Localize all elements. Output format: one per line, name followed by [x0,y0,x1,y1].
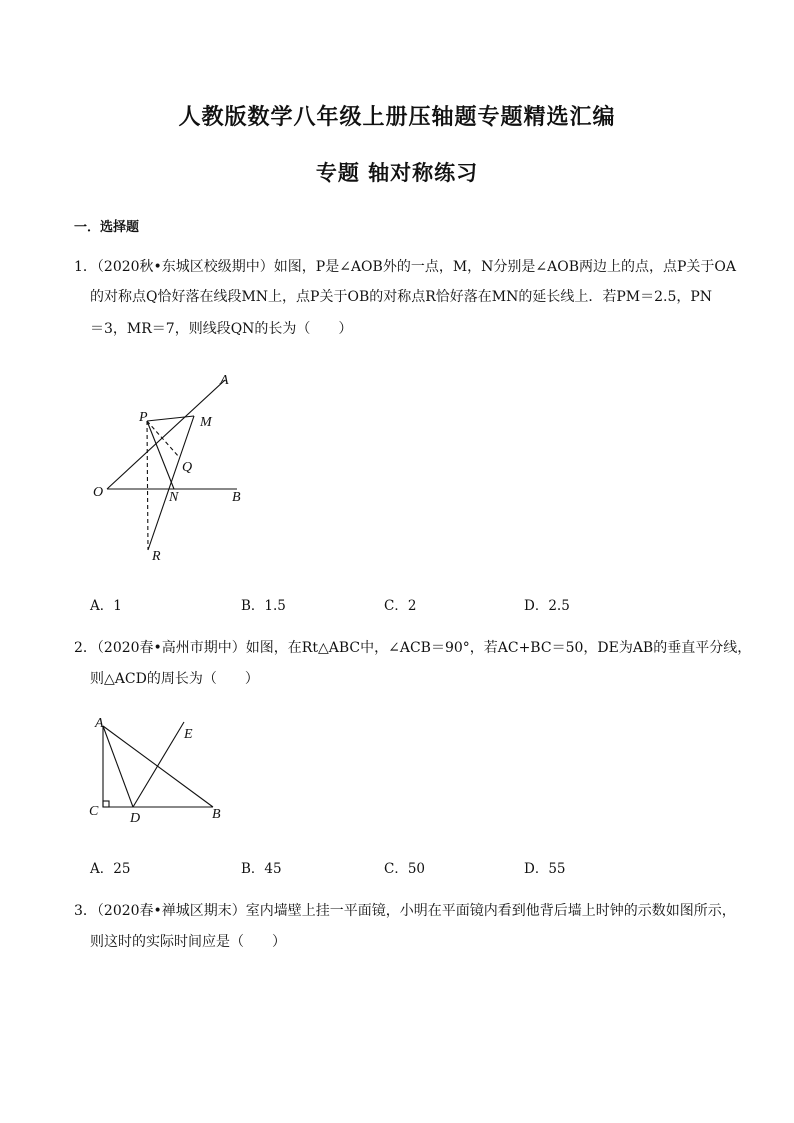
label-E: E [184,727,193,742]
option-b[interactable]: B．1.5 [241,598,286,614]
segment-AD [103,726,133,807]
dashed-PR [147,421,148,550]
option-d[interactable]: D．55 [524,861,566,877]
question-2-line-2: 则△ACD的周长为（ ） [90,671,259,687]
label-M: M [200,415,212,430]
option-d[interactable]: D．2.5 [524,598,570,614]
question-1-line-3: ＝3，MR＝7，则线段QN的长为（ ） [90,321,353,337]
question-2-figure [82,710,242,829]
side-AB [103,726,213,807]
question-1-line-1: 1．（2020秋•东城区校级期中）如图，P是∠AOB外的一点，M，N分别是∠AOB两边上的点，点P关于OA [74,259,737,275]
question-3-line-2: 则这时的实际时间应是（ ） [90,934,286,950]
option-b[interactable]: B．45 [241,861,282,877]
label-P: P [139,410,148,425]
label-A: A [220,373,229,388]
label-O: O [93,485,104,500]
label-A: A [95,716,104,731]
label-B: B [212,807,221,822]
label-D: D [130,811,141,825]
ray-OA [107,380,225,489]
question-1-figure [80,368,280,577]
segment-PM [147,416,194,421]
document-subtitle: 专题 轴对称练习 [315,161,479,185]
document-title: 人教版数学八年级上册压轴题专题精选汇编 [178,105,616,130]
option-a[interactable]: A．1 [90,598,122,614]
question-3-line-1: 3．（2020春•禅城区期末）室内墙壁上挂一平面镜，小明在平面镜内看到他背后墙上时钟的示数如图所示， [74,903,736,919]
option-c[interactable]: C．50 [384,861,426,877]
line-MR [148,416,194,550]
label-N: N [169,490,179,505]
option-c[interactable]: C．2 [384,598,417,614]
question-1-line-2: 的对称点Q恰好落在线段MN上，点P关于OB的对称点R恰好落在MN的延长线上．若PM＝2.5，PN [90,289,713,305]
label-C: C [89,804,99,819]
section-heading: 一．选择题 [74,220,140,235]
segment-DE [133,722,184,807]
label-B: B [232,490,241,505]
label-Q: Q [182,460,193,475]
question-2-line-1: 2．（2020春•高州市期中）如图，在Rt△ABC中，∠ACB＝90°，若AC+BC＝50，DE为AB的垂直平分线， [74,640,752,656]
right-angle-mark [103,801,109,807]
option-a[interactable]: A．25 [90,861,131,877]
label-R: R [152,549,161,564]
